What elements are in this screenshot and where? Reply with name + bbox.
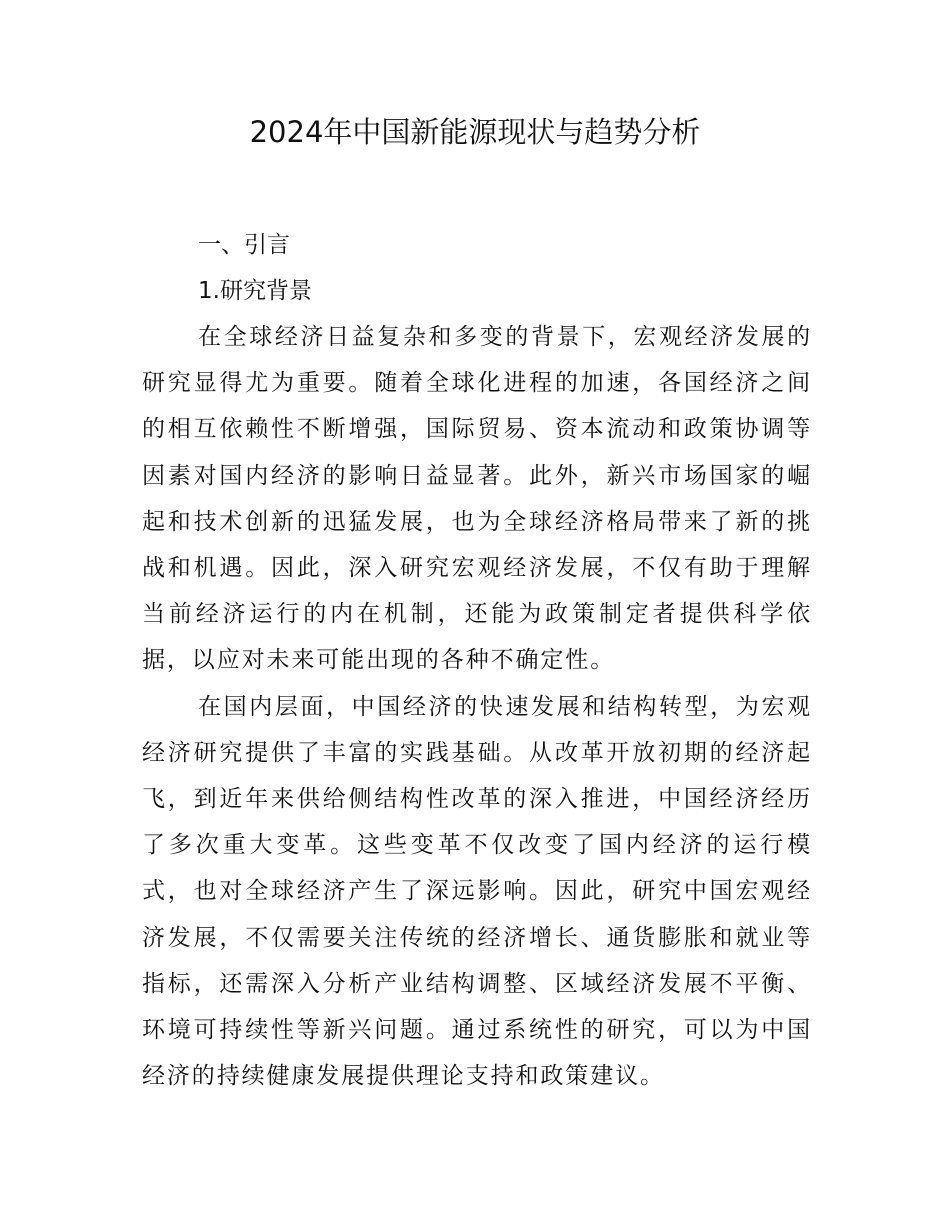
subsection-heading: 1.研究背景 [198, 278, 312, 304]
body-paragraph-2: 在国内层面，中国经济的快速发展和结构转型，为宏观经济研究提供了丰富的实践基础。从改革开放初期的经济起飞，到近年来供给侧结构性改革的深入推进，中国经济经历了多次重大变革。这些变革不仅改变了国内经济的运行模式，也对全球经济产生了深远影响。因此，研究中国宏观经济发展，不仅需要关注传统的经济增长、通货膨胀和就业等指标，还需深入分析产业结构调整、区域经济发展不平衡、环境可持续性等新兴问题。通过系统性的研究，可以为中国经济的持续健康发展提供理论支持和政策建议。 [142, 693, 812, 1090]
body-paragraph-1: 在全球经济日益复杂和多变的背景下，宏观经济发展的研究显得尤为重要。随着全球化进程的加速，各国经济之间的相互依赖性不断增强，国际贸易、资本流动和政策协调等因素对国内经济的影响日益显著。此外，新兴市场国家的崛起和技术创新的迅猛发展，也为全球经济格局带来了新的挑战和机遇。因此，深入研究宏观经济发展，不仅有助于理解当前经济运行的内在机制，还能为政策制定者提供科学依据，以应对未来可能出现的各种不确定性。 [142, 324, 812, 674]
section-heading: 一、引言 [198, 232, 290, 258]
document-body [142, 222, 812, 1099]
document-title: 2024年中国新能源现状与趋势分析 [249, 115, 701, 149]
